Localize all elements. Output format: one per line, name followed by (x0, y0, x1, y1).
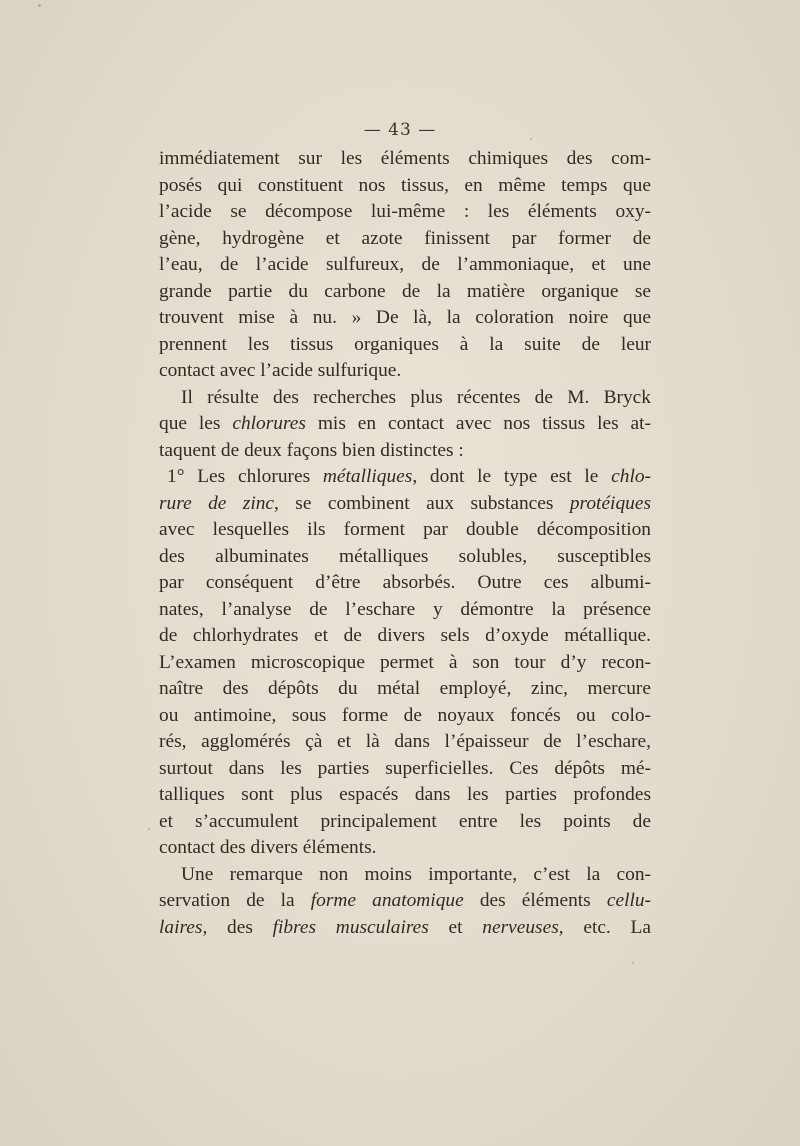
text-line: l’acide se décompose lui-même : les éléments oxy- (159, 201, 651, 222)
paragraph-start-line: Une remarque non moins importante, c’est la con- (181, 863, 651, 885)
text-line: et s’accumulent principalement entre les points de (159, 810, 651, 832)
text-line: l’eau, de l’acide sulfureux, de l’ammoniaque, et une (159, 254, 651, 275)
text-line: contact des divers éléments. (159, 837, 377, 858)
italic-term: rure de zinc (159, 492, 275, 514)
text-line: de chlorhydrates et de divers sels d’oxyde métallique. (159, 625, 651, 646)
text-line: que les chlorures mis en contact avec nos tissus les at- (159, 413, 652, 434)
paper-speck (530, 138, 532, 140)
text-line: rés, agglomérés çà et là dans l’épaisseur de l’eschare, (159, 731, 651, 752)
text-line: gène, hydrogène et azote finissent par former de (159, 227, 651, 249)
text-line: talliques sont plus espacés dans les parties profondes (159, 784, 651, 805)
text-line: grande partie du carbone de la matière organique se (159, 280, 651, 302)
paper-speck (148, 828, 150, 830)
text-line: servation de la forme anatomique des éléments cellu- (159, 890, 651, 911)
text-line: rure de zinc, se combinent aux substances protéiques (159, 492, 651, 514)
text-line: nates, l’analyse de l’eschare y démontre la présence (159, 598, 651, 620)
text-line: posés qui constituent nos tissus, en même temps que (159, 174, 651, 196)
text-line: immédiatement sur les éléments chimiques des com- (159, 148, 651, 169)
text-line: trouvent mise à nu. » De là, la coloration noire que (159, 307, 651, 328)
body-text (159, 146, 651, 941)
paragraph-start-line: Il résulte des recherches plus récentes de M. Bryck (181, 386, 651, 408)
text-line: avec lesquelles ils forment par double décomposition (159, 519, 651, 540)
text-line: par conséquent d’être absorbés. Outre ces albumi- (159, 572, 651, 593)
paper-speck (632, 962, 634, 964)
italic-term: nerveuses (482, 916, 559, 938)
italic-term: chlorures (232, 413, 306, 434)
text-line: prennent les tissus organiques à la suite de leur (159, 333, 651, 355)
text-line: surtout dans les parties superficielles. Ces dépôts mé- (159, 757, 651, 779)
text-line: L’examen microscopique permet à son tour d’y recon- (159, 651, 651, 673)
italic-term: métalliques (322, 466, 413, 487)
text-line: ou antimoine, sous forme de noyaux foncés ou colo- (159, 704, 651, 726)
paragraph-start-line: 1° Les chlorures métalliques, dont le type est le chlo- (167, 466, 651, 487)
italic-term: chlo- (611, 466, 651, 487)
text-line: des albuminates métalliques solubles, susceptibles (159, 545, 651, 567)
italic-term: laires (159, 916, 203, 938)
italic-term: forme anatomique (310, 890, 464, 911)
italic-term: fibres musculaires (272, 916, 429, 938)
text-line: naître des dépôts du métal employé, zinc, mercure (159, 678, 651, 699)
paper-speck (38, 4, 41, 7)
text-line: taquent de deux façons bien distinctes : (159, 439, 464, 461)
text-line: contact avec l’acide sulfurique. (159, 360, 402, 381)
page-number: — 43 — (363, 120, 437, 140)
text-line: laires, des fibres musculaires et nerveuses, etc. La (159, 916, 651, 938)
italic-term: cellu- (606, 890, 651, 911)
italic-term: protéiques (569, 492, 651, 514)
